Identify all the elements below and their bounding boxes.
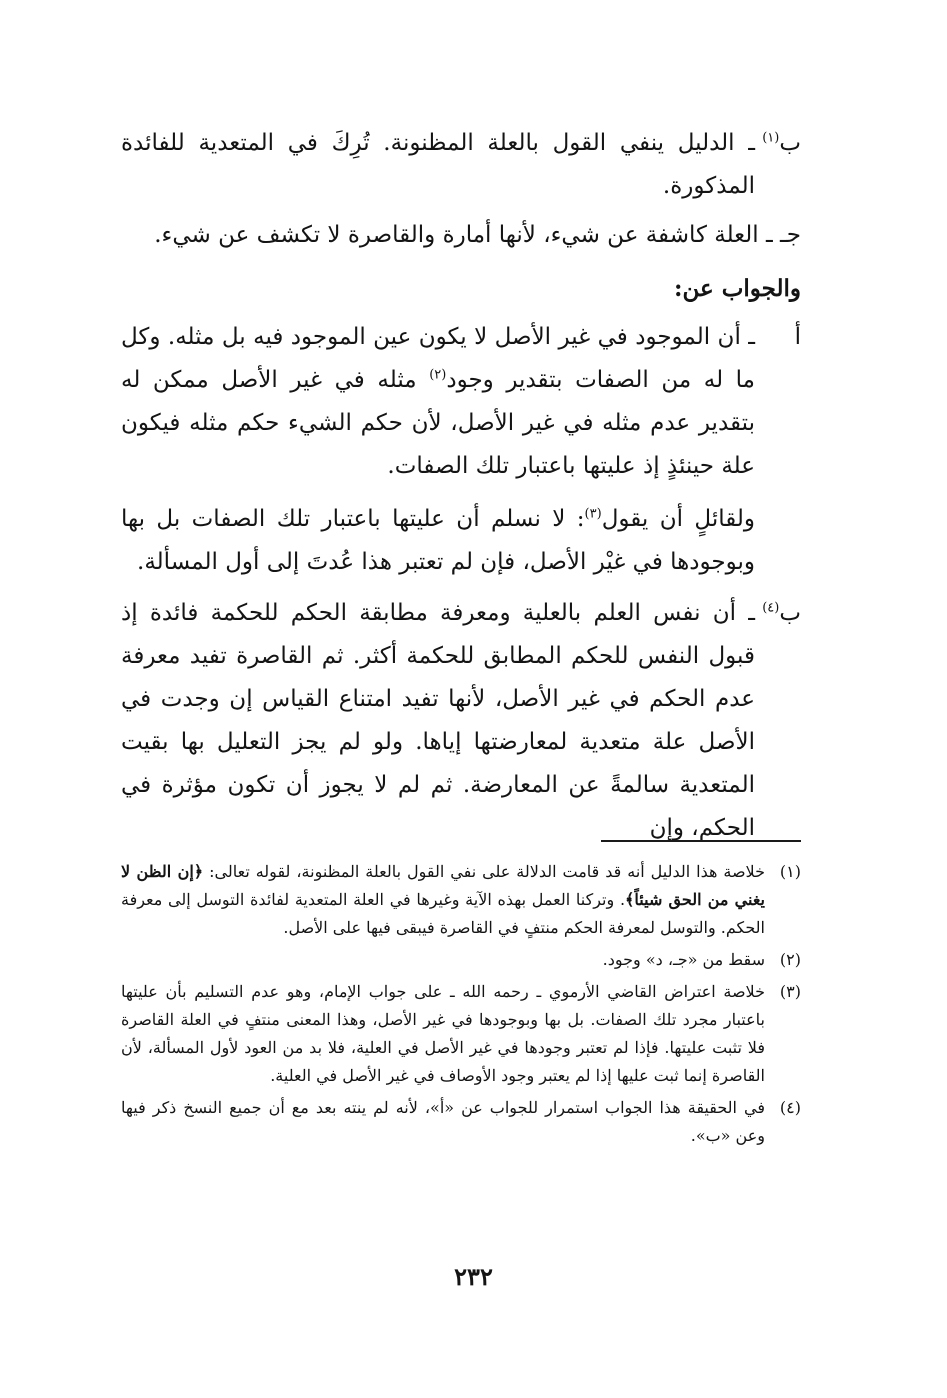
answer-point-b [121, 592, 801, 850]
objection-paragraph [121, 498, 801, 584]
footnote-ref-2[interactable]: (٢) [429, 367, 447, 383]
footnote-number: (٢) [779, 950, 801, 969]
footnote-number: (٣) [779, 982, 801, 1001]
answer-a-text-2: مثله في غير الأصل ممكن له بتقدير عدم مثله في غير الأصل، لأن حكم الشيء حكم مثله فيكون علة حينئذٍ إذ عليتها باعتبار تلك الصفات. [121, 367, 756, 479]
page-number: ٢٣٢ [454, 1262, 493, 1291]
footnotes [121, 858, 801, 1154]
point-b-text: ـ الدليل ينفي القول بالعلة المظنونة. تُرِكَ في المتعدية للفائدة المذكورة. [121, 130, 755, 199]
answer-b-text: ـ أن نفس العلم بالعلية ومعرفة مطابقة الحكم للحكمة فائدة إذ قبول النفس للحكم المطابق للحكمة أكثر. ثم القاصرة تفيد معرفة عدم الحكم في غير الأصل، لأنها تفيد امتناع القياس إن وجدت في الأصل علة متعدية لمعارضتها إياها. ولو لم يجز التعليل بها بقيت المتعدية سالمةً عن المعارضة. ثم لم لا يجوز أن تكون مؤثرة في الحكم، وإن [121, 600, 755, 841]
footnote-separator [601, 840, 801, 842]
quran-quote: ﴿إن الظن لا يغني من الحق شيئاً﴾ [121, 862, 765, 909]
footnote-2: (٢) سقط من «جـ، د» وجود. [121, 946, 801, 974]
point-marker-b: ب$^{(١)}$ [762, 130, 801, 156]
point-marker-a: أ [794, 324, 801, 350]
main-text [121, 122, 801, 850]
footnote-ref-3[interactable]: (٣) [584, 506, 602, 522]
answer-point-a [121, 316, 801, 488]
footnote-ref-1[interactable]: (١) [762, 130, 780, 146]
answer-a-text-1: ـ أن الموجود في غير الأصل لا يكون عين الموجود فيه بل مثله. وكل ما له من الصفات بتقدير وجود [121, 324, 755, 393]
footnote-ref-4[interactable]: (٤) [762, 600, 780, 616]
answer-heading: والجواب عن: [673, 275, 801, 302]
objection-text-1: ولقائلٍ أن يقول [601, 506, 756, 532]
point-b-objection [121, 122, 801, 208]
footnote-3: (٣) خلاصة اعتراض القاضي الأرموي ـ رحمه الله ـ على جواب الإمام، وهو عدم التسليم بأن عليتها باعتبار مجرد تلك الصفات. بل بها وبوجودها في غير الأصل، وهذا المعنى منتفٍ في العلة القاصرة فلا تثبت عليتها. فإذا لم تعتبر وجودها في غير الأصل في العلية، فلا بد من العود لأول المسألة، لأن القاصرة إنما ثبت عليها إذا لم يعتبر وجود الأوصاف في غير الأصل في العلية. [121, 978, 801, 1090]
objection-text-2: : لا نسلم أن عليتها باعتبار تلك الصفات بل بها وبوجودها في غيْر الأصل، فإن لم تعتبر هذا عُدتَ إلى أول المسألة. [121, 506, 755, 575]
point-j-objection: جـ ـ العلة كاشفة عن شيء، لأنها أمارة والقاصرة لا تكشف عن شيء. [154, 222, 801, 248]
footnote-number: (٤) [779, 1098, 801, 1117]
footnote-4: (٤) في الحقيقة هذا الجواب استمرار للجواب عن «أ»، لأنه لم ينته بعد مع أن جميع النسخ ذكر فيها وعن «ب». [121, 1094, 801, 1150]
point-marker-b2: ب$^{(٤)}$ [762, 600, 801, 626]
footnote-1: (١) خلاصة هذا الدليل أنه قد قامت الدلالة على نفي القول بالعلة المظنونة، لقوله تعالى: ﴿إن الظن لا يغني من الحق شيئاً﴾. وتركنا العمل بهذه الآية وغيرها في العلة المتعدية لفائدة التوسل إلى معرفة الحكم. والتوسل لمعرفة الحكم منتفٍ في القاصرة فيبقى فيها على الأصل. [121, 858, 801, 942]
footnote-number: (١) [779, 862, 801, 881]
